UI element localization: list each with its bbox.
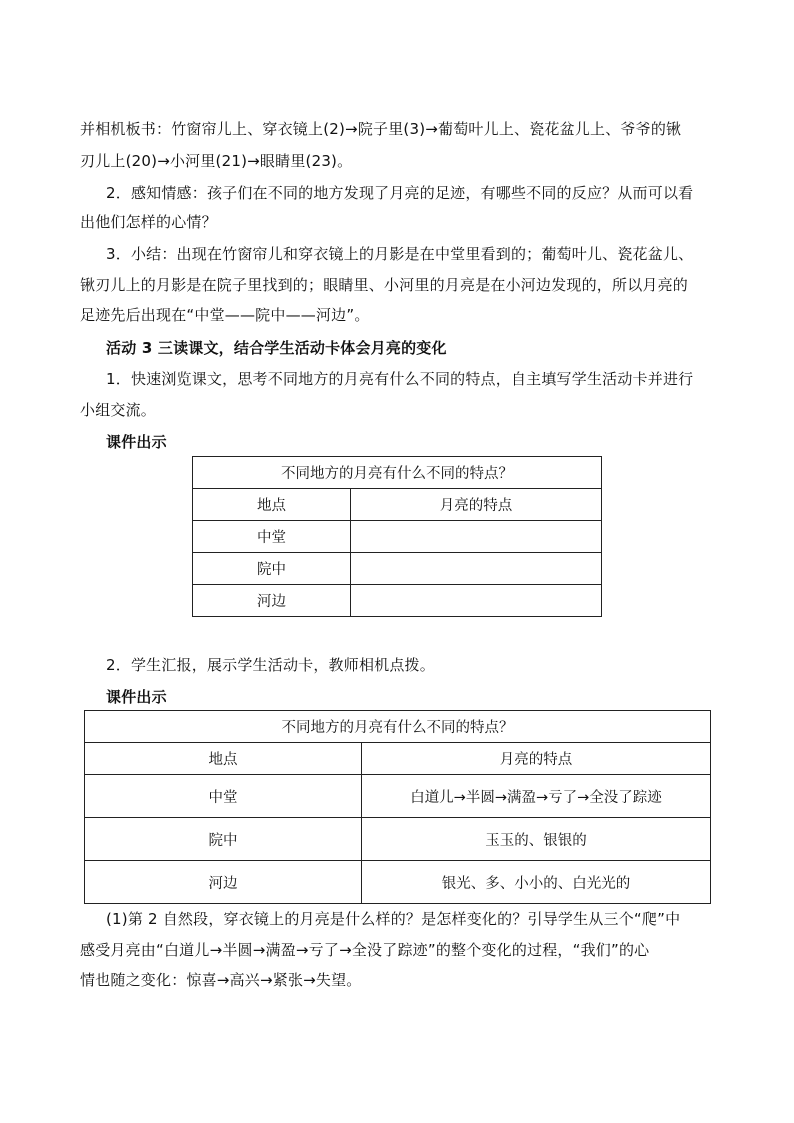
feature-cell [351,521,602,553]
header-feature: 月亮的特点 [362,743,711,775]
paragraph-line: 锹刃儿上的月影是在院子里找到的；眼睛里、小河里的月亮是在小河边发现的，所以月亮的 [80,276,689,294]
feature-table-blank [192,456,602,617]
place-cell: 中堂 [193,521,351,553]
header-place: 地点 [193,489,351,521]
paragraph-line: 情也随之变化：惊喜→高兴→紧张→失望。 [80,971,362,989]
table-title: 不同地方的月亮有什么不同的特点？ [85,711,711,743]
paragraph-line: 足迹先后出现在“中堂——院中——河边”。 [80,306,370,324]
table-row [193,553,602,585]
paragraph-line: 小组交流。 [80,401,157,419]
table-row [193,521,602,553]
table-row [85,775,711,818]
paragraph-line: 3．小结：出现在竹窗帘儿和穿衣镜上的月影是在中堂里看到的；葡萄叶儿、瓷花盆儿、 [106,245,694,263]
paragraph-line: 2．感知情感：孩子们在不同的地方发现了月亮的足迹，有哪些不同的反应？从而可以看 [106,184,694,202]
place-cell: 河边 [193,585,351,617]
paragraph-line: 1．快速浏览课文，思考不同地方的月亮有什么不同的特点，自主填写学生活动卡并进行 [106,370,694,388]
feature-cell: 白道儿→半圆→满盈→亏了→全没了踪迹 [362,775,711,818]
paragraph-line: 2．学生汇报，展示学生活动卡，教师相机点拨。 [106,656,435,674]
feature-cell: 银光、多、小小的、白光光的 [362,861,711,904]
header-feature: 月亮的特点 [351,489,602,521]
paragraph-line: 感受月亮由“白道儿→半圆→满盈→亏了→全没了踪迹”的整个变化的过程，“我们”的心 [80,941,650,959]
place-cell: 河边 [85,861,362,904]
place-cell: 院中 [85,818,362,861]
paragraph-line: 并相机板书：竹窗帘儿上、穿衣镜上(2)→院子里(3)→葡萄叶儿上、瓷花盆儿上、爷爷的锹 [80,120,682,138]
paragraph-line: 出他们怎样的心情？ [80,213,217,231]
header-place: 地点 [85,743,362,775]
feature-cell: 玉玉的、银银的 [362,818,711,861]
place-cell: 中堂 [85,775,362,818]
courseware-label: 课件出示 [106,433,167,451]
paragraph-line: 刃儿上(20)→小河里(21)→眼睛里(23)。 [80,152,353,170]
feature-cell [351,553,602,585]
activity-heading: 活动 3 三读课文，结合学生活动卡体会月亮的变化 [106,339,447,357]
table-row [193,585,602,617]
feature-table-filled [84,710,711,904]
table-row [85,861,711,904]
courseware-label: 课件出示 [106,688,167,706]
table-row [85,818,711,861]
paragraph-line: (1)第 2 自然段，穿衣镜上的月亮是什么样的？是怎样变化的？引导学生从三个“爬”中 [106,910,681,928]
feature-cell [351,585,602,617]
table-title: 不同地方的月亮有什么不同的特点？ [193,457,602,489]
place-cell: 院中 [193,553,351,585]
